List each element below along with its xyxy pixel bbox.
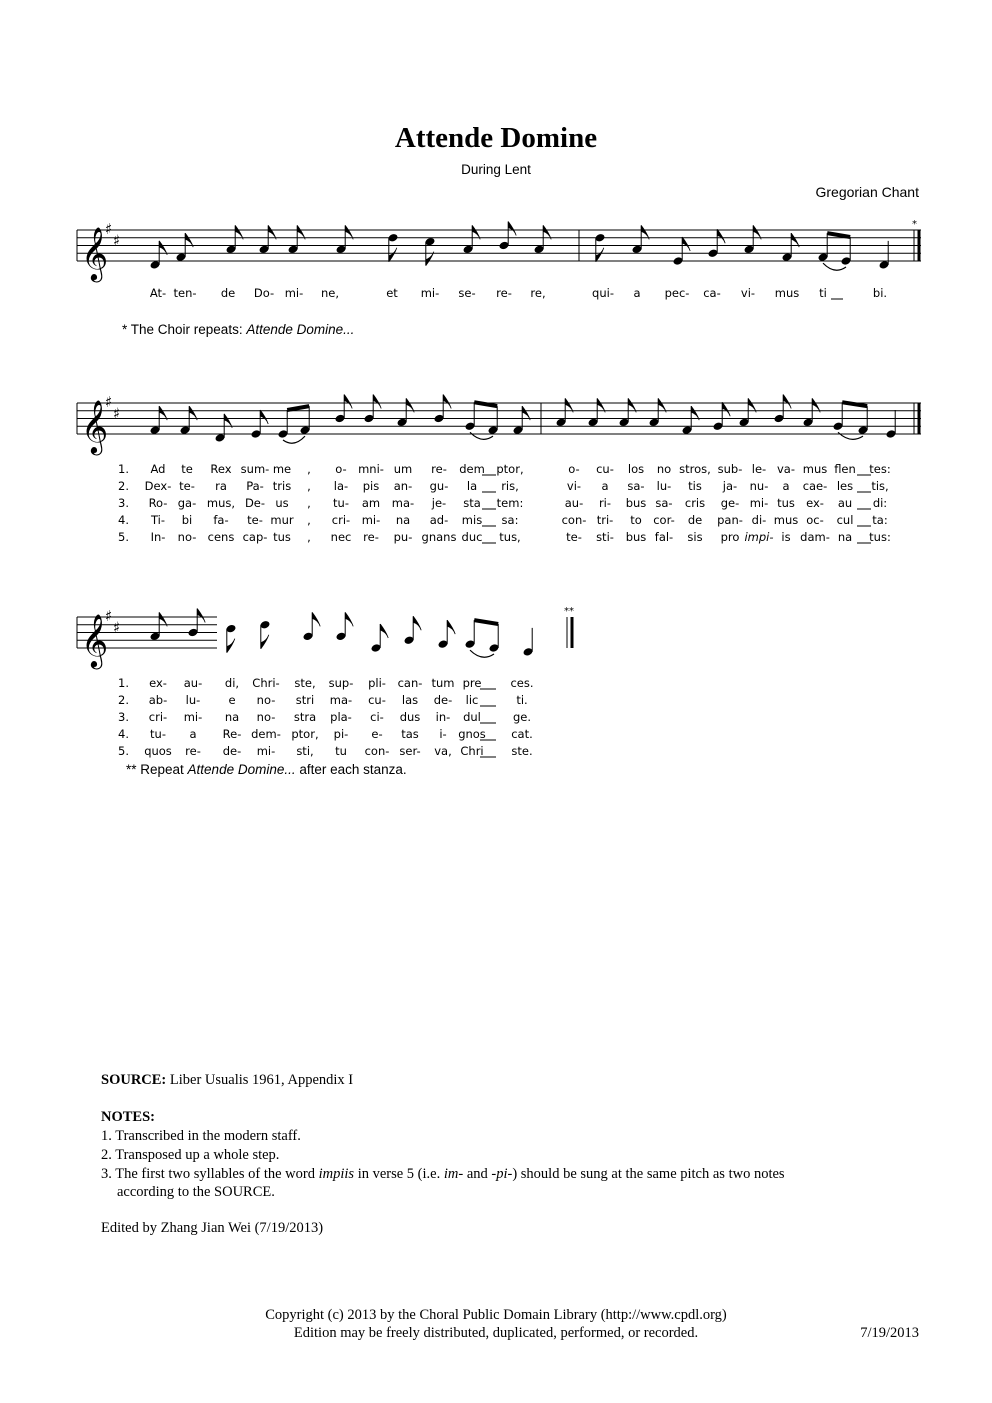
lyric-syllable: ga- [177,496,197,510]
lyric-syllable: de [220,286,236,300]
note-3-continued: according to the SOURCE. [117,1184,275,1200]
lyric-syllable: a [633,286,641,300]
lyric-syllable: um [393,462,413,476]
lyric-syllable: dam- [800,530,830,544]
lyric-syllable: tu- [333,496,349,510]
note-2: 2. Transposed up a whole step. [101,1147,280,1163]
lyric-syllable: nec [330,530,352,544]
lyric-syllable: sa- [627,479,645,493]
notes-heading: NOTES: [101,1109,155,1125]
lyric-syllable: sum- [240,462,270,476]
lyric-syllable: tri- [596,513,614,527]
lyric-syllable: cae- [802,479,828,493]
lyric-syllable: nu- [749,479,769,493]
verse-number: 1. [118,676,129,690]
sharp-icon: ♯ [105,393,113,411]
footnote-repeat-after-stanza: ** Repeat Attende Domine... after each stanza. [126,762,407,777]
lyric-syllable: ser- [399,744,421,758]
note-flag [682,237,690,251]
distribution-line: Edition may be freely distributed, duplicated, performed, or recorded. [293,1325,699,1341]
lyric-syllable: pec- [664,286,690,300]
lyric-syllable: ptor, [291,727,319,741]
slur [470,432,493,439]
note-beam [287,406,309,410]
sharp-icon: ♯ [105,220,113,238]
lyric-syllable: gnans [421,530,457,544]
lyric-syllable: mus [773,513,799,527]
lyric-syllable: pi- [333,727,349,741]
lyric-syllable: sa: [501,513,519,527]
lyric-syllable: dem- [251,727,281,741]
lyric-syllable: a [189,727,197,741]
lyric-syllable: di: [872,496,888,510]
lyric-syllable: au- [183,676,203,690]
lyric-syllable: las [401,693,419,707]
lyric-syllable: cat. [511,727,533,741]
lyric-syllable: mi- [420,286,440,300]
slur [283,436,305,443]
lyric-syllable: to [630,513,642,527]
lyric-syllable: tas [401,727,419,741]
lyric-syllable: lu- [185,693,201,707]
note-flag [380,624,388,638]
lyric-syllable: lic [465,693,479,707]
lyric-syllable: de- [222,744,242,758]
lyric-syllable: cap- [242,530,268,544]
lyric-syllable: no- [256,710,276,724]
verse-number: 1. [118,462,129,476]
note-flag [227,639,235,653]
lyric-syllable: vi- [566,479,582,493]
lyric-syllable: re- [185,744,201,758]
source-line: SOURCE: Liber Usualis 1961, Appendix I [101,1072,354,1088]
lyric-syllable: Chri [460,744,484,758]
lyric-syllable: sub- [717,462,743,476]
lyric-syllable: , [307,462,311,476]
lyric-syllable: fa- [213,513,229,527]
lyric-syllable: te- [566,530,582,544]
lyric-syllable: e [228,693,236,707]
lyric-syllable: sis [687,530,703,544]
lyric-syllable: de- [433,693,453,707]
lyric-syllable: ra [215,479,227,493]
lyric-syllable: in- [435,710,451,724]
lyric-syllable: ti. [516,693,528,707]
lyric-syllable: cu- [368,693,386,707]
lyric-syllable: am [361,496,381,510]
page-title: Attende Domine [394,122,598,154]
lyric-syllable: con- [561,513,587,527]
lyric-syllable: se- [458,286,476,300]
lyric-syllable: bus [625,530,647,544]
lyric-syllable: mur [270,513,294,527]
subtitle: During Lent [461,162,531,177]
lyric-syllable: tum [431,676,455,690]
lyric-syllable: me [272,462,292,476]
lyric-syllable: tus, [499,530,521,544]
lyric-syllable: e- [371,727,383,741]
lyric-syllable: les [836,479,854,493]
lyric-syllable: pu- [393,530,413,544]
lyric-syllable: can- [397,676,423,690]
note-1: 1. Transcribed in the modern staff. [101,1128,301,1144]
lyric-syllable: mi- [183,710,203,724]
lyric-syllable: dus [399,710,421,724]
lyric-syllable: na [837,530,853,544]
lyric-syllable: , [307,496,311,510]
lyric-syllable: Ad [150,462,166,476]
lyric-syllable: fal- [654,530,674,544]
lyric-syllable: mus [802,462,828,476]
verse-number: 2. [118,479,129,493]
lyric-syllable: au [837,496,853,510]
lyric-syllable: o- [335,462,347,476]
edition-date: 7/19/2013 [860,1325,919,1341]
treble-clef-icon: 𝄞 [81,613,109,667]
slur [823,263,846,270]
lyric-syllable: pan- [717,513,743,527]
lyric-syllable: Pa- [246,479,264,493]
slur [838,432,863,439]
lyric-syllable: ma- [391,496,415,510]
lyric-syllable: Rex [210,462,232,476]
lyric-syllable: pis [362,479,380,493]
lyric-syllable: ta: [872,513,888,527]
lyric-syllable: a [601,479,609,493]
lyric-syllable: tis, [871,479,889,493]
lyric-syllable: bi [181,513,193,527]
lyric-syllable: va- [776,462,796,476]
lyric-syllable: us [275,496,289,510]
lyric-syllable: no- [256,693,276,707]
lyric-syllable: In- [150,530,166,544]
note-flag [389,248,397,262]
lyric-syllable: tus: [869,530,891,544]
lyric-syllable: , [307,513,311,527]
note-flag [261,635,269,649]
lyric-syllable: tus [273,530,291,544]
star-mark: * [912,219,917,230]
note-3: 3. The first two syllables of the word impiis in verse 5 (i.e. im- and -pi-) should be sung at the same pitch as two notes [101,1166,785,1182]
lyric-syllable: mi- [749,496,769,510]
footnote-choir-repeats: * The Choir repeats: Attende Domine... [122,322,355,337]
lyric-syllable: ten- [173,286,197,300]
lyric-syllable: ri- [598,496,612,510]
lyric-syllable: De- [244,496,266,510]
lyric-syllable: te- [247,513,263,527]
lyric-syllable: con- [364,744,390,758]
lyric-syllable: oc- [806,513,824,527]
lyric-syllable: sti- [596,530,614,544]
lyric-syllable: ne, [320,286,340,300]
lyric-syllable: tis [688,479,702,493]
lyric-syllable: ge. [512,710,532,724]
lyric-syllable: cris [684,496,706,510]
lyric-syllable: gnos [458,727,486,741]
lyric-syllable: vi- [740,286,756,300]
lyric-syllable: di- [751,513,767,527]
note-flag [312,612,320,626]
note-flag [413,616,421,630]
sharp-icon: ♯ [105,607,113,625]
editor-credit: Edited by Zhang Jian Wei (7/19/2013) [101,1220,324,1236]
verse-number: 3. [118,496,129,510]
composer: Gregorian Chant [815,184,919,200]
lyric-syllable: ja- [722,479,738,493]
lyric-syllable: pli- [368,676,386,690]
lyric-syllable: tes: [869,462,891,476]
lyric-syllable: no- [177,530,197,544]
lyric-syllable: bus [625,496,647,510]
lyric-syllable: tu- [150,727,166,741]
lyric-syllable: o- [568,462,580,476]
lyric-syllable: ca- [703,286,721,300]
note-flag [344,395,352,409]
lyric-syllable: sa- [655,496,673,510]
lyric-syllable: au- [564,496,584,510]
lyric-syllable: re- [496,286,512,300]
lyric-syllable: stra [293,710,317,724]
lyric-syllable: ma- [329,693,353,707]
sharp-icon: ♯ [113,618,121,637]
lyric-syllable: mi- [284,286,304,300]
lyric-syllable: pro [720,530,740,544]
lyric-syllable: pre [462,676,482,690]
lyric-syllable: de [687,513,703,527]
lyric-syllable: et [386,286,398,300]
lyric-syllable: je- [431,496,447,510]
lyric-syllable: flen [834,462,856,476]
lyric-syllable: cul [836,513,854,527]
note-flag [197,609,205,623]
note-beam [474,620,498,624]
lyric-syllable: i- [439,727,447,741]
lyric-syllable: impi- [744,530,774,544]
lyric-syllable: dem [459,462,485,476]
lyric-syllable: los [627,462,645,476]
lyric-syllable: cens [207,530,235,544]
verse-number: 3. [118,710,129,724]
lyric-syllable: is [781,530,791,544]
lyric-syllable: Re- [222,727,242,741]
note-flag [596,248,604,262]
lyric-syllable: ste, [294,676,316,690]
double-star-mark: ** [564,606,574,617]
copyright-line: Copyright (c) 2013 by the Choral Public Domain Library (http://www.cpdl.org) [265,1307,727,1323]
lyric-syllable: Ti- [150,513,166,527]
lyric-syllable: At- [149,286,167,300]
lyric-syllable: duc [461,530,483,544]
lyric-syllable: a [782,479,790,493]
lyric-syllable: ad- [429,513,449,527]
slur [470,650,494,657]
lyric-syllable: stri [295,693,315,707]
lyric-syllable: lu- [656,479,672,493]
lyric-syllable: tus [777,496,795,510]
lyric-syllable: le- [751,462,767,476]
lyric-syllable: pla- [330,710,352,724]
lyric-syllable: dul [463,710,481,724]
lyric-syllable: sup- [328,676,354,690]
verse-number: 4. [118,513,129,527]
lyric-syllable: Chri- [252,676,280,690]
verse-number: 2. [118,693,129,707]
lyric-syllable: ge- [720,496,740,510]
lyric-syllable: mi- [256,744,276,758]
lyric-syllable: ex- [149,676,167,690]
lyric-syllable: , [307,479,311,493]
lyric-syllable: tris [272,479,292,493]
note-flag [508,222,516,236]
lyric-syllable: mni- [358,462,384,476]
lyric-syllable: , [307,530,311,544]
lyric-syllable: Dex- [144,479,172,493]
lyric-syllable: tu [335,744,347,758]
lyric-syllable: re, [530,286,546,300]
lyric-syllable: ci- [370,710,384,724]
treble-clef-icon: 𝄞 [81,226,109,280]
sharp-icon: ♯ [113,404,121,423]
lyric-syllable: cu- [596,462,614,476]
lyric-syllable: ab- [148,693,168,707]
lyric-syllable: Ro- [148,496,168,510]
note-flag [260,410,268,424]
lyric-syllable: va, [434,744,452,758]
lyric-syllable: cri- [331,513,351,527]
lyric-syllable: la- [333,479,349,493]
note-flag [345,612,353,626]
lyric-syllable: re- [363,530,379,544]
lyric-syllable: ris, [501,479,519,493]
note-flag [447,620,455,634]
lyric-syllable: re- [431,462,447,476]
lyric-syllable: Do- [253,286,275,300]
lyric-syllable: cri- [148,710,168,724]
lyric-syllable: mi- [361,513,381,527]
lyric-syllable: an- [393,479,413,493]
lyric-syllable: na [224,710,240,724]
lyric-syllable: mis [461,513,483,527]
lyric-syllable: ti [819,286,827,300]
lyric-syllable: sti, [296,744,314,758]
lyric-syllable: ste. [511,744,533,758]
lyric-syllable: la [466,479,478,493]
lyric-syllable: gu- [429,479,449,493]
lyric-syllable: qui- [592,286,614,300]
verse-number: 4. [118,727,129,741]
lyric-syllable: no [656,462,672,476]
lyric-syllable: te- [179,479,195,493]
lyric-syllable: bi. [872,286,888,300]
lyric-syllable: mus, [206,496,236,510]
treble-clef-icon: 𝄞 [81,399,109,453]
verse-number: 5. [118,530,129,544]
lyric-syllable: stros, [679,462,711,476]
lyric-syllable: di, [224,676,240,690]
note-flag [443,395,451,409]
lyric-syllable: te [181,462,193,476]
verse-number: 5. [118,744,129,758]
note-flag [722,402,730,416]
lyric-syllable: tem: [496,496,524,510]
lyric-syllable: quos [144,744,172,758]
note-flag [373,395,381,409]
sharp-icon: ♯ [113,231,121,250]
note-beam [827,233,850,237]
lyric-syllable: sta [463,496,481,510]
lyric-syllable: na [395,513,411,527]
lyric-syllable: cor- [653,513,675,527]
lyric-syllable: ces. [510,676,534,690]
note-flag [783,395,791,409]
lyric-syllable: mus [774,286,800,300]
lyric-syllable: ex- [806,496,824,510]
note-flag [717,229,725,243]
lyric-syllable: ptor, [496,462,524,476]
